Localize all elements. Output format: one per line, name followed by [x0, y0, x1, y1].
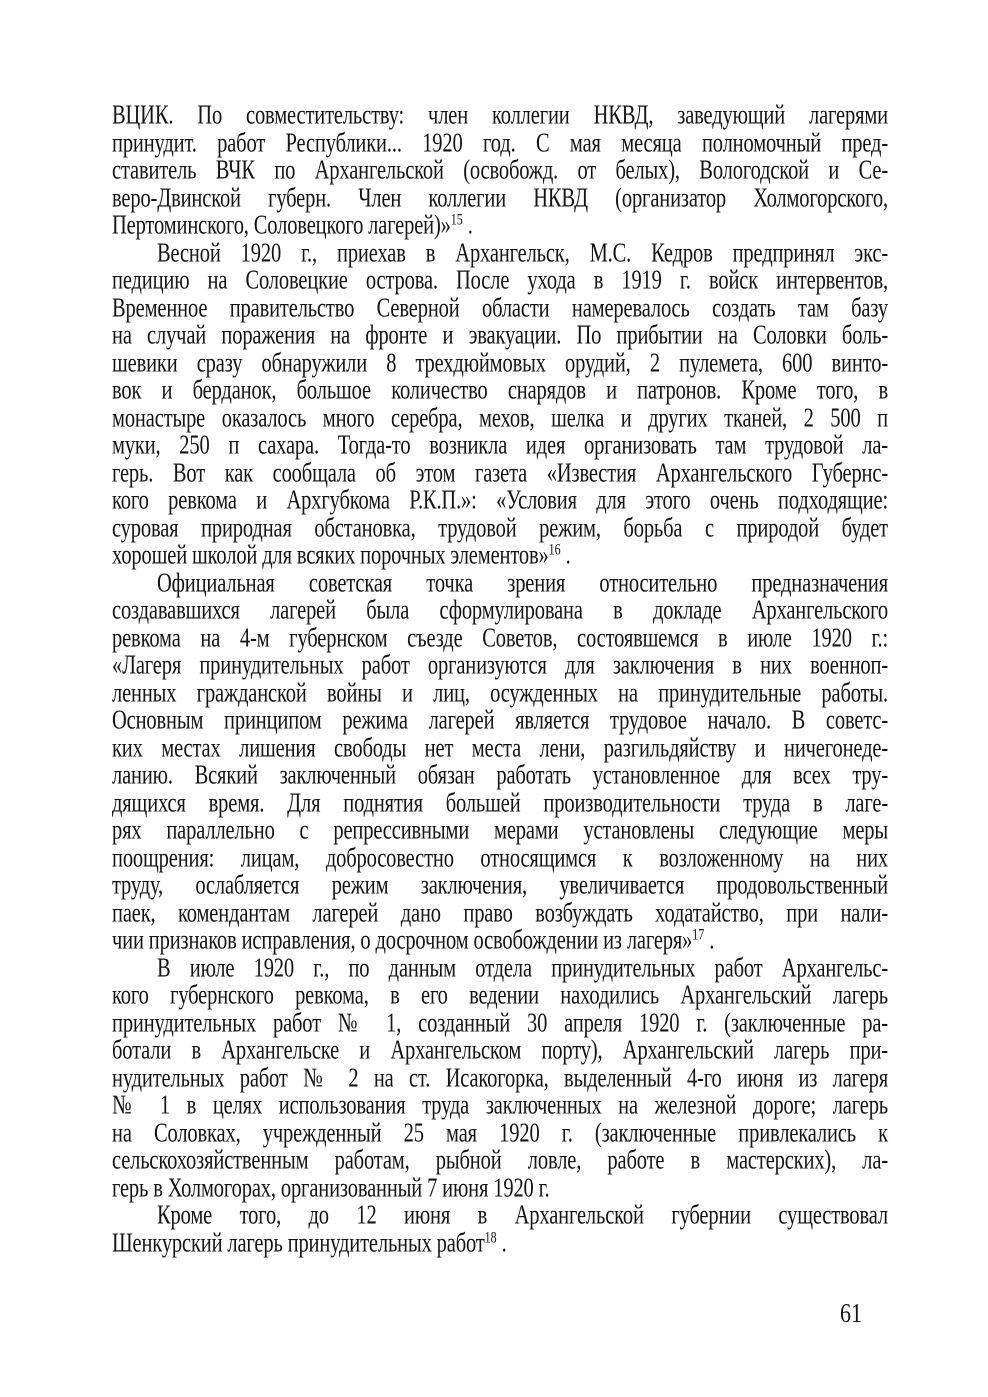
text-line: на случай поражения на фронте и эвакуации. По прибытии на Соловки боль- [112, 321, 888, 351]
text-line: герь. Вот как сообщала об этом газета «Известия Архангельского Губернс- [112, 458, 888, 488]
text-line: рях параллельно с репрессивными мерами установлены следующие меры [112, 816, 888, 846]
text-line: ревкома на 4-м губернском съезде Советов, состоявшемся в июле 1920 г.: [112, 623, 888, 653]
text-line: нудительных работ № 2 на ст. Исакогорка, выделенный 4-го июня из лагеря [112, 1063, 888, 1093]
text-line: герь в Холмогорах, организованный 7 июня 1920 г. [112, 1173, 550, 1203]
text-line: кого ревкома и Архгубкома Р.К.П.»: «Условия для этого очень подходящие: [112, 486, 888, 516]
text-line: чии признаков исправления, о досрочном освобождении из лагеря»$^{17}$ . [112, 924, 715, 956]
text-line: педицию на Соловецкие острова. После ухода в 1919 г. войск интервентов, [112, 266, 888, 296]
text-line: паек, комендантам лагерей дано право возбуждать ходатайство, при нали- [112, 898, 888, 928]
footnote-ref: 16 [548, 539, 561, 559]
text-line: создававшихся лагерей была сформулирована в докладе Архангельского [112, 596, 888, 626]
text-line: принудит. работ Республики... 1920 год. С мая месяца полномочный пред- [112, 128, 888, 158]
text-line: ланию. Всякий заключенный обязан работать установленное для всех тру- [112, 761, 888, 791]
paragraph [112, 238, 888, 571]
text-line: хорошей школой для всяких порочных элементов»$^{16}$ . [112, 539, 571, 571]
text-line: дящихся время. Для поднятия большей производительности труда в лаге- [112, 788, 888, 818]
text-line: веро-Двинской губерн. Член коллегии НКВД (организатор Холмогорского, [112, 183, 888, 213]
page-number: 61 [840, 1296, 862, 1328]
text-line: Пертоминского, Соловецкого лагерей)»$^{15}$ . [112, 209, 473, 241]
text-line: № 1 в целях использования труда заключенных на железной дороге; лагерь [112, 1091, 888, 1121]
text-block [112, 103, 888, 1258]
text-line: Основным принципом режима лагерей является трудовое начало. В советс- [112, 706, 888, 736]
text-line: Кроме того, до 12 июня в Архангельской губернии существовал [157, 1201, 888, 1231]
text-line: принудительных работ № 1, созданный 30 апреля 1920 г. (заключенные ра- [112, 1008, 888, 1038]
text-line: вок и берданок, большое количество снарядов и патронов. Кроме того, в [112, 376, 888, 406]
paragraph [112, 568, 888, 956]
text-line: на Соловках, учрежденный 25 мая 1920 г. (заключенные привлекались к [112, 1118, 888, 1148]
text-line: кого губернского ревкома, в его ведении находились Архангельский лагерь [112, 981, 888, 1011]
text-line: сельскохозяйственным работам, рыбной ловле, работе в мастерских), ла- [112, 1146, 888, 1176]
text-line: труду, ослабляется режим заключения, увеличивается продовольственный [112, 871, 888, 901]
text-line: В июле 1920 г., по данным отдела принудительных работ Архангельс- [157, 953, 888, 983]
text-line: «Лагеря принудительных работ организуются для заключения в них военноп- [112, 651, 888, 681]
paragraph [112, 1203, 888, 1258]
text-line: Весной 1920 г., приехав в Архангельск, М.С. Кедров предпринял экс- [157, 238, 888, 268]
paragraph [112, 953, 888, 1204]
text-line: ВЦИК. По совместительству: член коллегии НКВД, заведующий лагерями [112, 101, 888, 131]
footnote-ref: 17 [692, 924, 705, 944]
footnote-ref: 18 [484, 1227, 497, 1246]
text-line: Шенкурский лагерь принудительных работ$^{18}$ . [112, 1227, 507, 1258]
text-line: поощрения: лицам, добросовестно относящимся к возложенному на них [112, 843, 888, 873]
text-line: монастыре оказалось много серебра, мехов, шелка и других тканей, 2 500 п [112, 403, 888, 433]
paragraph [112, 103, 888, 241]
text-line: Временное правительство Северной области намеревалось создать там базу [112, 293, 888, 323]
footnote-ref: 15 [450, 209, 463, 229]
text-line: шевики сразу обнаружили 8 трехдюймовых орудий, 2 пулемета, 600 винто- [112, 348, 888, 378]
text-line: муки, 250 п сахара. Тогда-то возникла идея организовать там трудовой ла- [112, 431, 888, 461]
text-line: Официальная советская точка зрения относительно предназначения [157, 568, 888, 598]
text-line: ботали в Архангельске и Архангельском порту), Архангельский лагерь при- [112, 1036, 888, 1066]
text-line: ставитель ВЧК по Архангельской (освобожд. от белых), Вологодской и Се- [112, 156, 888, 186]
text-line: ленных гражданской войны и лиц, осужденных на принудительные работы. [112, 678, 888, 708]
text-line: ких местах лишения свободы нет места лени, разгильдяйству и ничегонеде- [112, 733, 888, 763]
text-line: суровая природная обстановка, трудовой режим, борьба с природой будет [112, 513, 888, 543]
